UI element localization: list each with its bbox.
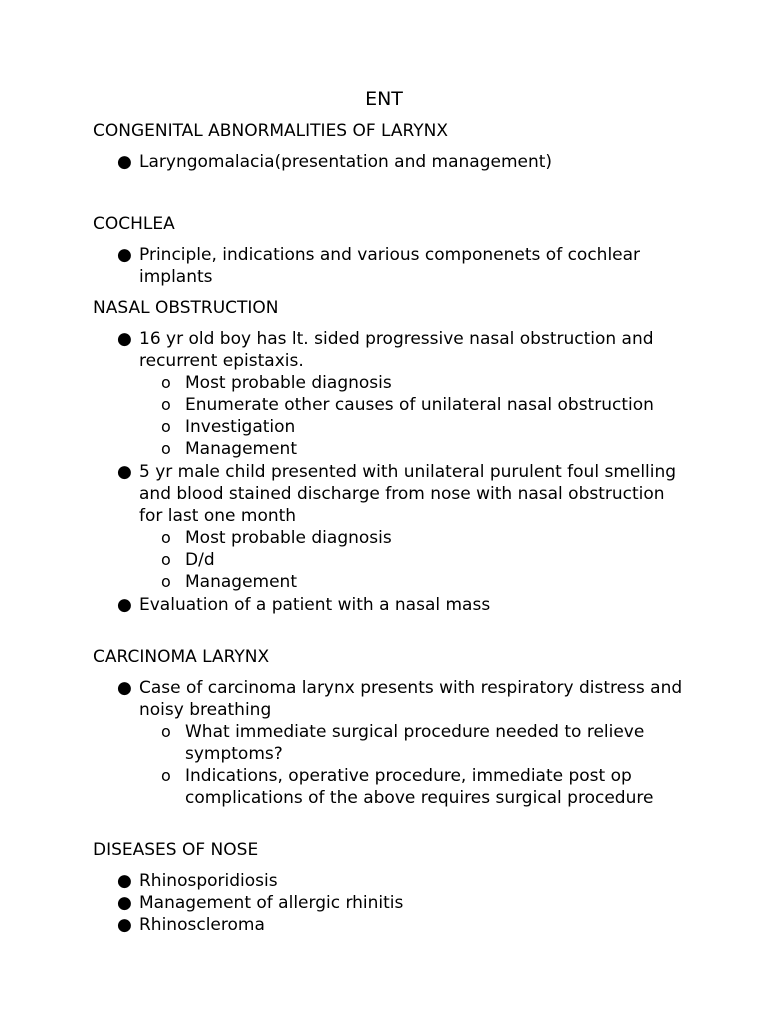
- bullet-list: [93, 151, 693, 173]
- sub-list-item: [139, 721, 693, 765]
- list-item-text: Evaluation of a patient with a nasal mass: [139, 595, 491, 615]
- bullet-icon: ●: [117, 329, 132, 349]
- list-item: [93, 461, 693, 593]
- sub-list-item: [139, 438, 693, 460]
- section-heading: CONGENITAL ABNORMALITIES OF LARYNX: [93, 121, 449, 141]
- section-carcinoma-larynx: [93, 646, 693, 809]
- list-item: [93, 151, 693, 173]
- sub-list: [139, 527, 693, 593]
- section-heading: NASAL OBSTRUCTION: [93, 298, 279, 318]
- circle-bullet-icon: o: [161, 766, 171, 785]
- section-heading: COCHLEA: [93, 214, 175, 234]
- sub-list-item: [139, 527, 693, 549]
- circle-bullet-icon: o: [161, 373, 171, 392]
- circle-bullet-icon: o: [161, 572, 171, 591]
- sub-list-item-text: Enumerate other causes of unilateral nasal obstruction: [185, 395, 654, 415]
- sub-list-item-text: Management: [185, 439, 297, 459]
- section-nasal-obstruction: [93, 297, 693, 616]
- section-congenital-larynx: [93, 120, 693, 173]
- bullet-list: [93, 244, 693, 288]
- bullet-icon: ●: [117, 915, 132, 935]
- list-item-text: Management of allergic rhinitis: [139, 893, 404, 913]
- list-item-text: Principle, indications and various componenets of cochlear implants: [139, 245, 641, 287]
- bullet-icon: ●: [117, 871, 132, 891]
- sub-list-item-text: Most probable diagnosis: [185, 373, 392, 393]
- list-item-text: Case of carcinoma larynx presents with respiratory distress and noisy breathing: [139, 678, 683, 720]
- section-heading: DISEASES OF NOSE: [93, 840, 259, 860]
- sub-list-item: [139, 765, 693, 809]
- bullet-icon: ●: [117, 595, 132, 615]
- bullet-list: [93, 677, 693, 809]
- list-item-text: Laryngomalacia(presentation and management): [139, 152, 553, 172]
- list-item-text: Rhinosporidiosis: [139, 871, 278, 891]
- sub-list: [139, 721, 693, 809]
- sub-list-item-text: Management: [185, 572, 297, 592]
- sub-list-item-text: Indications, operative procedure, immediate post op complications of the above requires surgical procedure: [185, 766, 654, 808]
- sub-list-item: [139, 394, 693, 416]
- section-heading: CARCINOMA LARYNX: [93, 647, 270, 667]
- bullet-icon: ●: [117, 245, 132, 265]
- list-item: [93, 870, 693, 892]
- circle-bullet-icon: o: [161, 528, 171, 547]
- document-title: ENT: [365, 88, 403, 110]
- sub-list-item-text: D/d: [185, 550, 215, 570]
- circle-bullet-icon: o: [161, 417, 171, 436]
- sub-list-item: [139, 549, 693, 571]
- sub-list-item: [139, 416, 693, 438]
- sub-list-item-text: Investigation: [185, 417, 296, 437]
- sub-list-item: [139, 372, 693, 394]
- list-item: [93, 677, 693, 809]
- sub-list-item-text: What immediate surgical procedure needed to relieve symptoms?: [185, 722, 645, 764]
- bullet-icon: ●: [117, 893, 132, 913]
- bullet-list: [93, 328, 693, 616]
- list-item-text: Rhinoscleroma: [139, 915, 265, 935]
- list-item-text: 16 yr old boy has lt. sided progressive nasal obstruction and recurrent epistaxis.: [139, 329, 654, 371]
- list-item-text: 5 yr male child presented with unilateral purulent foul smelling and blood stained discharge from nose with nasal obstruction for last one month: [139, 462, 677, 526]
- section-cochlea: [93, 213, 693, 288]
- circle-bullet-icon: o: [161, 550, 171, 569]
- sub-list: [139, 372, 693, 460]
- bullet-icon: ●: [117, 152, 132, 172]
- list-item: [93, 328, 693, 460]
- list-item: [93, 892, 693, 914]
- sub-list-item: [139, 571, 693, 593]
- list-item: [93, 594, 693, 616]
- bullet-icon: ●: [117, 462, 132, 482]
- circle-bullet-icon: o: [161, 395, 171, 414]
- bullet-list: [93, 870, 693, 936]
- circle-bullet-icon: o: [161, 722, 171, 741]
- section-diseases-of-nose: [93, 839, 693, 936]
- bullet-icon: ●: [117, 678, 132, 698]
- list-item: [93, 914, 693, 936]
- list-item: [93, 244, 693, 288]
- circle-bullet-icon: o: [161, 439, 171, 458]
- sub-list-item-text: Most probable diagnosis: [185, 528, 392, 548]
